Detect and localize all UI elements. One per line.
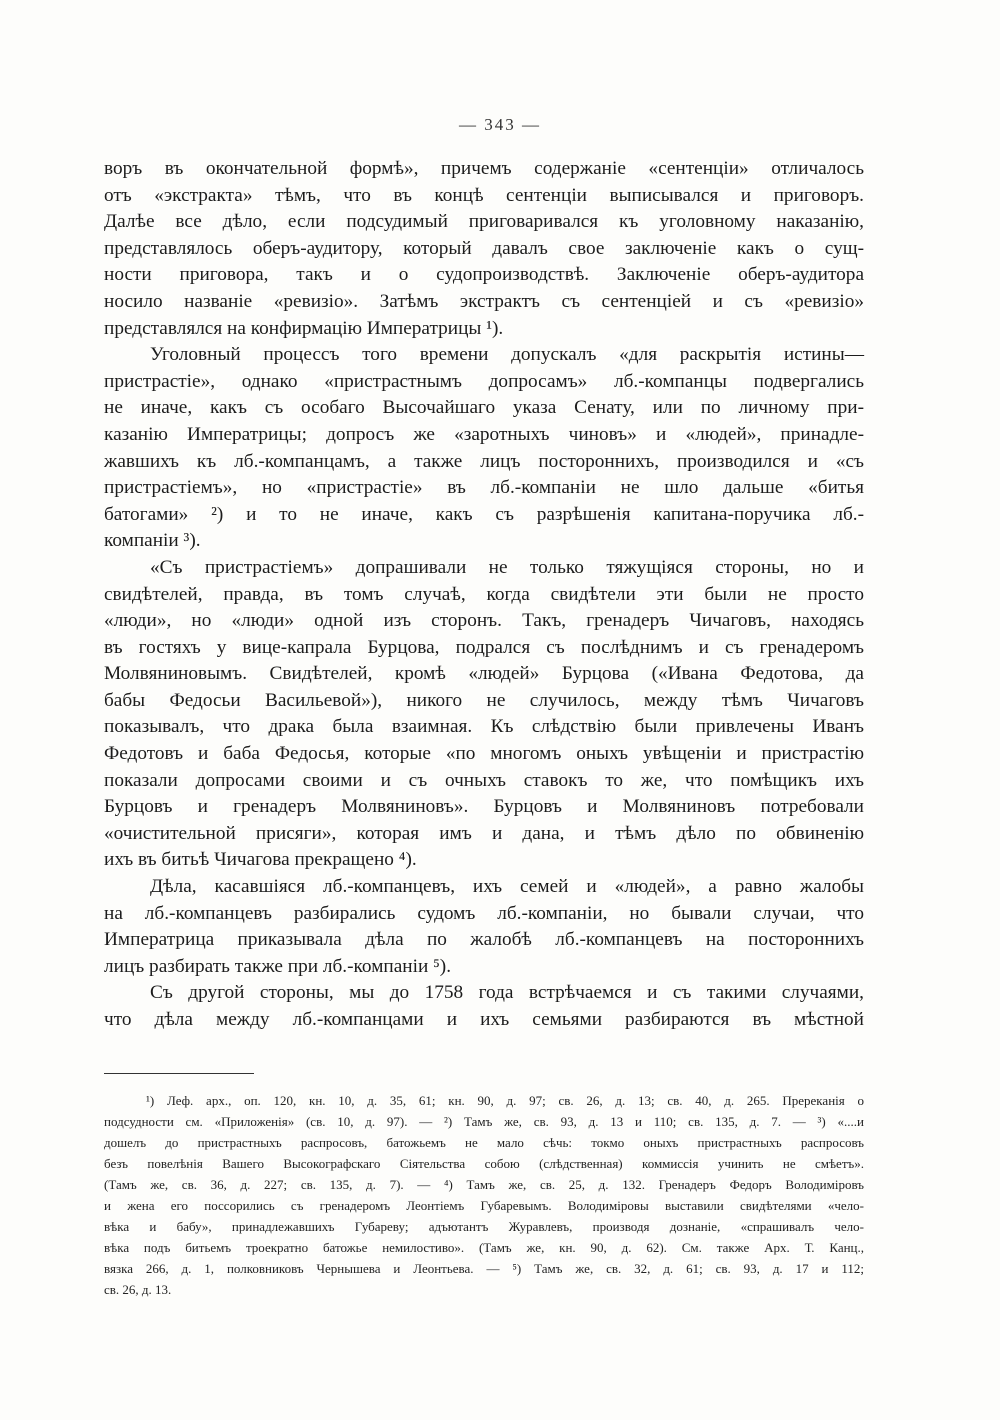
paragraph-3: [104, 555, 864, 874]
paragraph-5: [104, 980, 864, 1033]
footnotes: [104, 1090, 864, 1300]
footnote-line: безъ повелѣнія Вашего Высокографскаго Сіятельства собою (слѣдственная) коммиссія учинить не смѣетъ».: [104, 1156, 864, 1171]
text-line: «очистительной присяги», которая имъ и дана, и тѣмъ дѣло по обвиненію: [104, 822, 864, 844]
text-line: «Съ пристрастіемъ» допрашивали не только тяжущіяся стороны, но и: [150, 556, 864, 578]
text-line: Съ другой стороны, мы до 1758 года встрѣчаемся и съ такими случаями,: [150, 982, 864, 1004]
text-line: бабы Федосьи Васильевой»), никого не случилось, между тѣмъ Чичаговъ: [104, 689, 864, 711]
main-text: [104, 156, 864, 1034]
footnote-line: и жена его поссорились съ гренадеромъ Леонтіемъ Губаревымъ. Володиміровы выставили свидѣтелями «чело-: [104, 1198, 864, 1213]
paragraph-4: [104, 874, 864, 980]
text-line: Федотовъ и баба Федосья, которые «по многомъ оныхъ увѣщеніи и пристрастію: [104, 743, 864, 765]
text-line: отъ «экстракта» тѣмъ, что въ концѣ сентенціи выписывался и приговоръ.: [104, 184, 864, 206]
text-line: пристрастіемъ», но «пристрастіе» въ лб.-компаніи не шло дальше «битья: [104, 477, 864, 499]
text-line: батогами» ²) и то не иначе, какъ съ разрѣшенія капитана-поручика лб.-: [104, 503, 864, 525]
text-line: ности приговора, такъ и о судопроизводствѣ. Заключеніе оберъ-аудитора: [104, 264, 864, 286]
text-line: Молвяниновымъ. Свидѣтелей, кромѣ «людей» Бурцова («Ивана Федотова, да: [104, 663, 864, 685]
text-line: Бурцовъ и гренадеръ Молвяниновъ». Бурцовъ и Молвяниновъ потребовали: [104, 796, 864, 818]
text-line: въ гостяхъ у вице-капрала Бурцова, подрался съ послѣднимъ и съ гренадеромъ: [104, 636, 864, 658]
text-line: пристрастіе», однако «пристрастнымъ допросамъ» лб.-компанцы подвергались: [104, 370, 864, 392]
text-line: носило названіе «ревизіо». Затѣмъ экстрактъ съ сентенціей и съ «ревизіо»: [104, 290, 864, 312]
text-line: «люди», но «люди» одной изъ сторонъ. Такъ, гренадеръ Чичаговъ, находясь: [104, 610, 864, 632]
text-line: показывалъ, что драка была взаимная. Къ слѣдствію были привлечены Иванъ: [104, 716, 864, 738]
footnote-line: подсудности см. «Приложенія» (св. 10, д. 97). — ²) Тамъ же, св. 93, д. 13 и 110; св. 135, д. 7. — ³) «....и: [104, 1114, 864, 1129]
text-line: представлялось оберъ-аудитору, который давалъ свое заключеніе какъ о сущ-: [104, 237, 864, 259]
text-line: что дѣла между лб.-компанцами и ихъ семьями разбираются въ мѣстной: [104, 1009, 864, 1030]
footnote-line: вязка 266, д. 1, полковниковъ Чернышева и Леонтьева. — ⁵) Тамъ же, св. 32, д. 61; св. 93, д. 17 и 112;: [104, 1261, 864, 1276]
footnote-line: вѣка и бабу», принадлежавшихъ Губареву; адъютантъ Журавлевъ, производя дознаніе, «спрашивалъ чело-: [104, 1219, 864, 1234]
text-line: воръ въ окончательной формѣ», причемъ содержаніе «сентенціи» отличалось: [104, 158, 864, 179]
text-line: не иначе, какъ съ особаго Высочайшаго указа Сенату, или по личному при-: [104, 397, 864, 419]
footnote-line: дошелъ до пристрастныхъ распросовъ, батожьемъ не мало сѣчь: токмо оныхъ пристрастныхъ распросовъ: [104, 1135, 864, 1150]
text-line: Дѣла, касавшіяся лб.-компанцевъ, ихъ семей и «людей», а равно жалобы: [150, 876, 864, 898]
text-line: ихъ въ битьѣ Чичагова прекращено ⁴).: [104, 849, 417, 871]
page-number: — 343 —: [459, 115, 541, 134]
text-line: Далѣе все дѣло, если подсудимый приговаривался къ уголовному наказанію,: [104, 211, 864, 233]
text-line: на лб.-компанцевъ разбирались судомъ лб.-компаніи, но бывали случаи, что: [104, 902, 864, 924]
footnote-line: (Тамъ же, св. 36, д. 227; св. 135, д. 7). — ⁴) Тамъ же, св. 25, д. 132. Гренадеръ Федоръ Володиміровъ: [104, 1177, 864, 1192]
footnote-line: вѣка подъ битьемъ троекратно батожье немилостиво». (Тамъ же, кн. 90, д. 62). См. также Арх. Т. Канц.,: [104, 1240, 864, 1255]
paragraph-1: [104, 156, 864, 342]
footnote-line: св. 26, д. 13.: [104, 1282, 172, 1297]
text-line: компаніи ³).: [104, 530, 201, 552]
text-line: Императрица приказывала дѣла по жалобѣ лб.-компанцевъ на постороннихъ: [104, 929, 864, 951]
text-line: представлялся на конфирмацію Императрицы ¹).: [104, 317, 504, 339]
text-line: Уголовный процессъ того времени допускалъ «для раскрытія истины—: [150, 344, 864, 366]
footnote-separator: [104, 1073, 254, 1074]
text-line: свидѣтелей, правда, въ томъ случаѣ, когда свидѣтели эти были не просто: [104, 583, 864, 605]
text-line: показали допросами своими и съ очныхъ ставокъ то же, что помѣщикъ ихъ: [104, 769, 864, 791]
text-line: казанію Императрицы; допросъ же «заротныхъ чиновъ» и «людей», принадле-: [104, 423, 864, 445]
text-line: лицъ разбирать также при лб.-компаніи ⁵).: [104, 955, 452, 977]
text-line: жавшихъ къ лб.-компанцамъ, а также лицъ постороннихъ, производился и «съ: [104, 450, 864, 472]
footnote-line: ¹) Леф. арх., оп. 120, кн. 10, д. 35, 61; кн. 90, д. 97; св. 26, д. 13; св. 40, д. 265. Пререканія о: [146, 1093, 864, 1108]
paragraph-2: [104, 342, 864, 555]
